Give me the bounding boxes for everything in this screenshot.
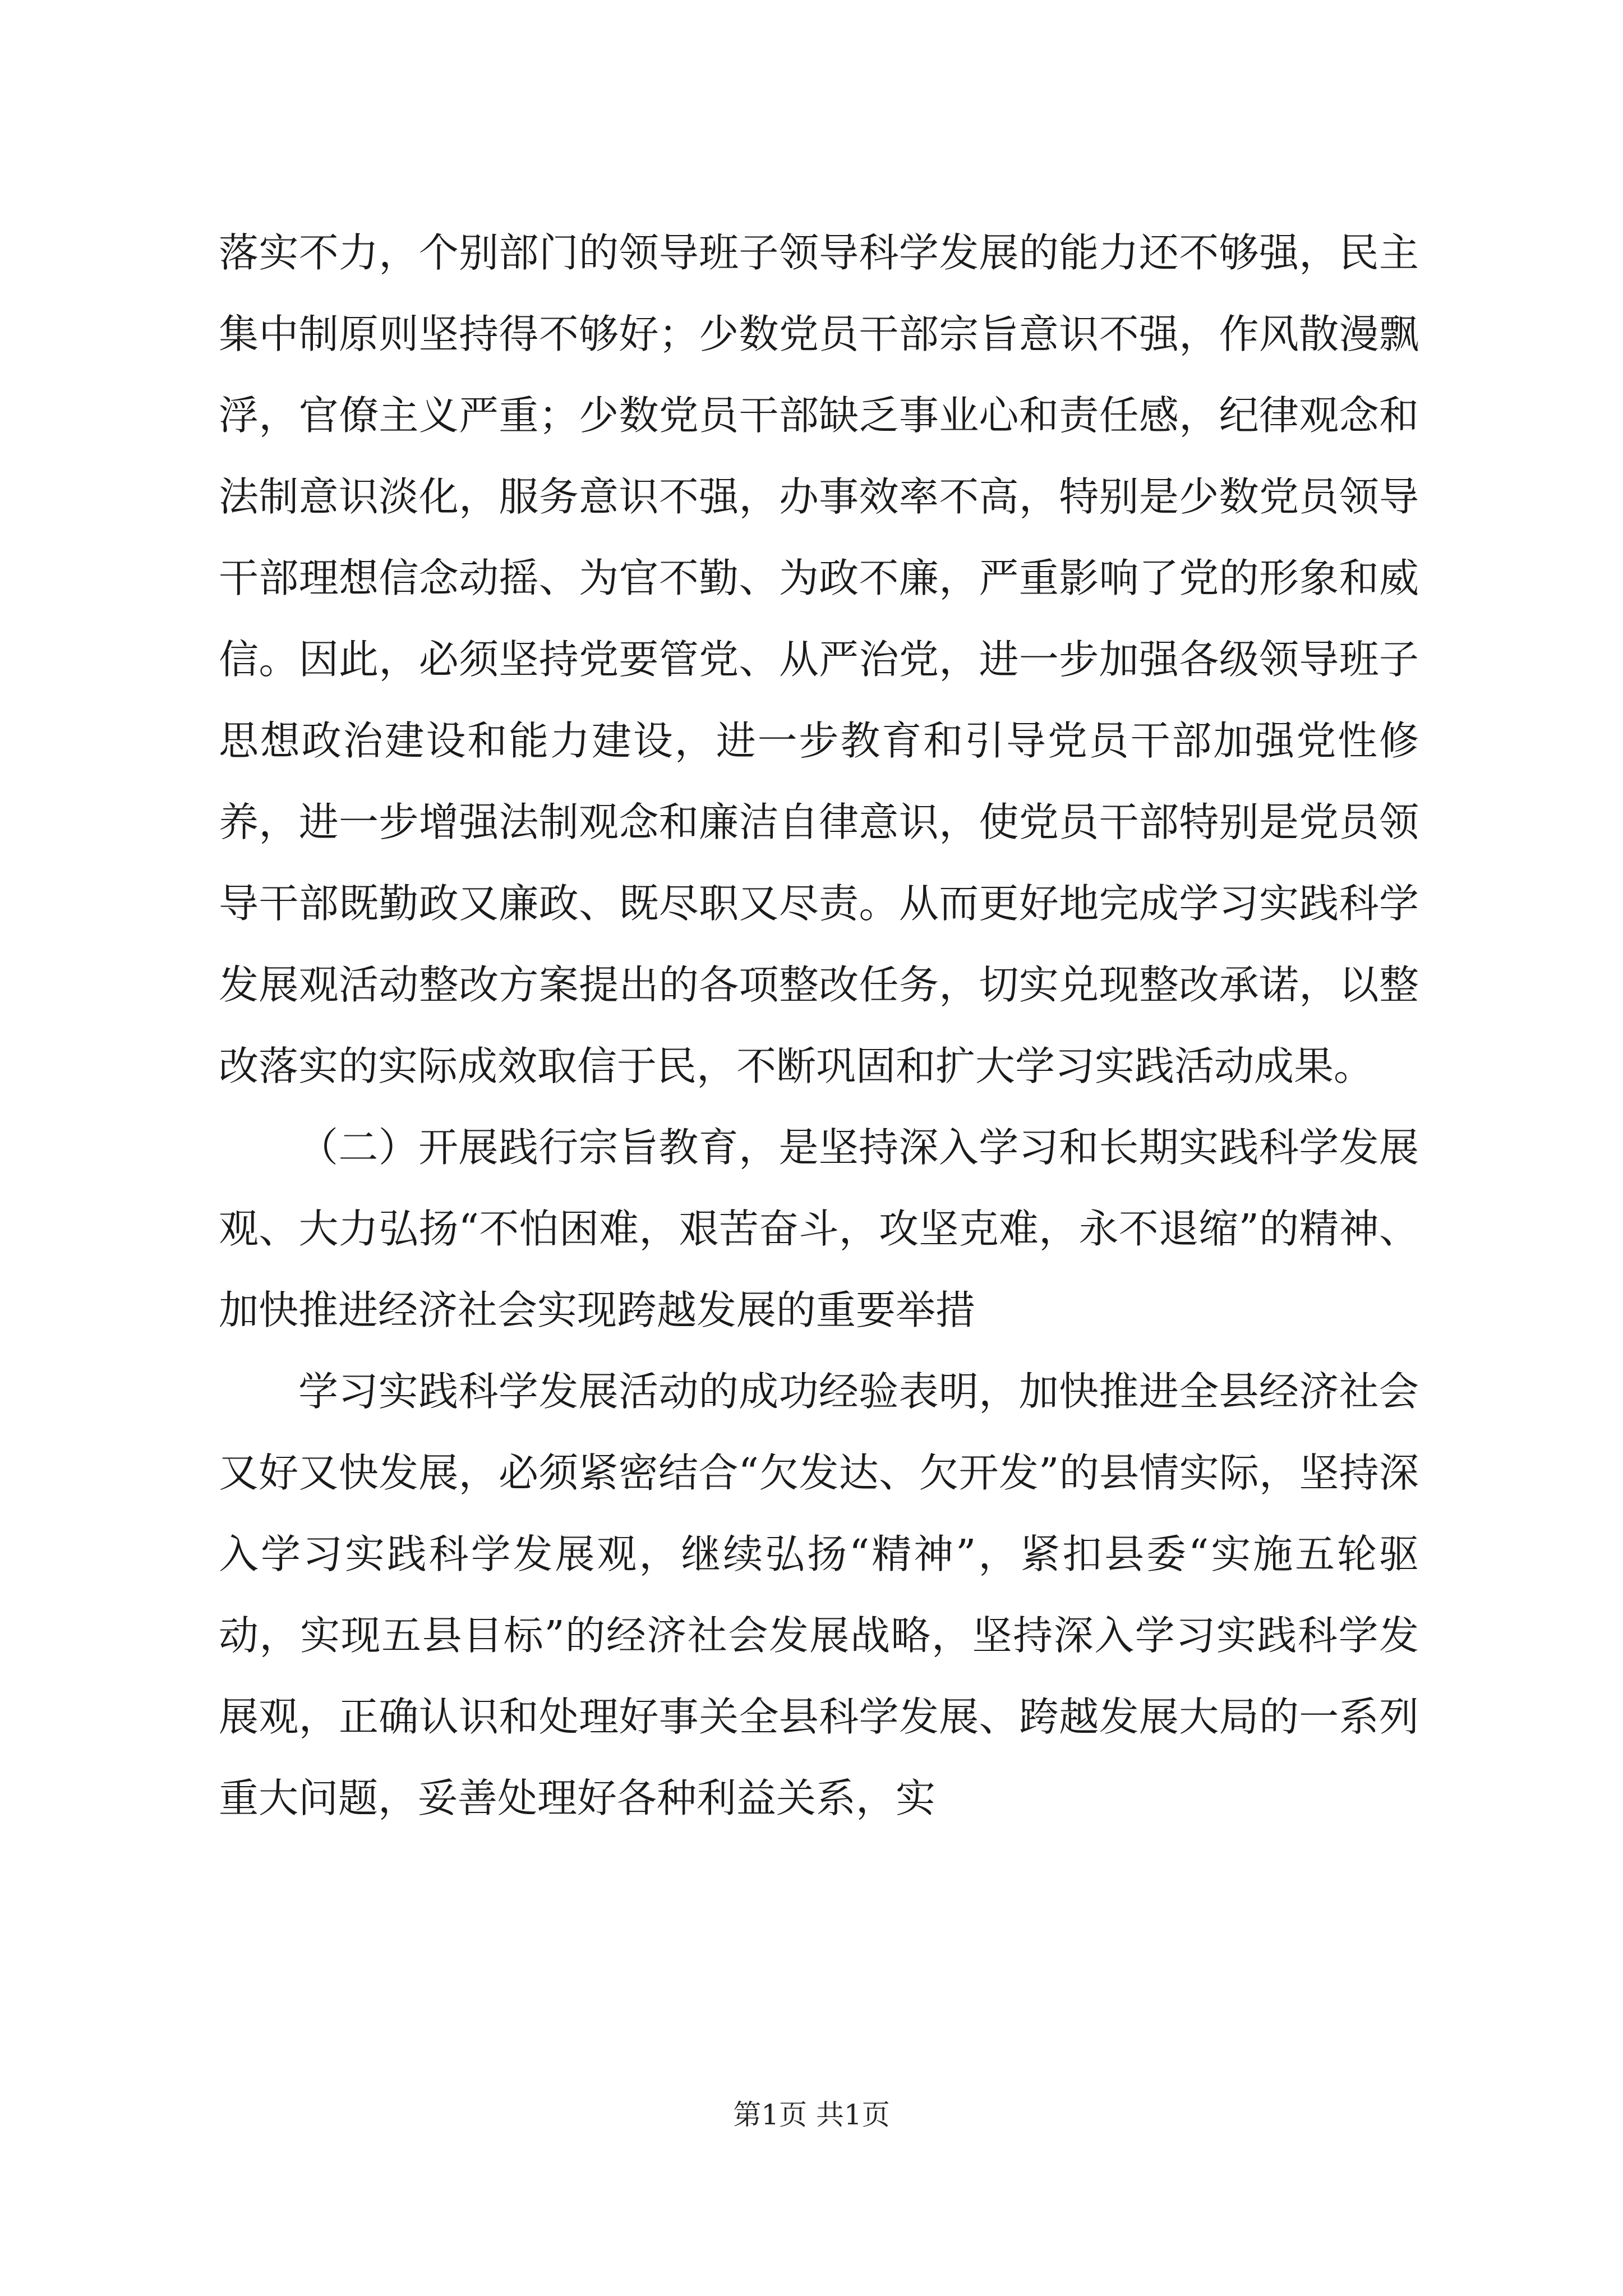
page-footer: 第1页 共1页 bbox=[733, 2099, 890, 2131]
paragraph-continuation: 落实不力，个别部门的领导班子领导科学发展的能力还不够强，民主集中制原则坚持得不够好；少数党员干部宗旨意识不强，作风散漫飘浮，官僚主义严重；少数党员干部缺乏事业心和责任感，纪律观念和法制意识淡化，服务意识不强，办事效率不高，特别是少数党员领导干部理想信念动摇、为官不勤、为政不廉，严重影响了党的形象和威信。因此，必须坚持党要管党、从严治党，进一步加强各级领导班子思想政治建设和能力建设，进一步教育和引导党员干部加强党性修养，进一步增强法制观念和廉洁自律意识，使党员干部特别是党员领导干部既勤政又廉政、既尽职又尽责。从而更好地完成学习实践科学发展观活动整改方案提出的各项整改任务，切实兑现整改承诺，以整改落实的实际成效取信于民，不断巩固和扩大学习实践活动成果。 bbox=[219, 229, 1419, 1089]
section-heading-two: （二）开展践行宗旨教育，是坚持深入学习和长期实践科学发展观、大力弘扬“不怕困难，艰苦奋斗，攻坚克难，永不退缩”的精神、加快推进经济社会实现跨越发展的重要举措 bbox=[219, 1124, 1419, 1333]
document-body bbox=[219, 212, 1419, 1839]
paragraph-body: 学习实践科学发展活动的成功经验表明，加快推进全县经济社会又好又快发展，必须紧密结合“欠发达、欠开发”的县情实际，坚持深入学习实践科学发展观，继续弘扬“精神”，紧扣县委“实施五轮驱动，实现五县目标”的经济社会发展战略，坚持深入学习实践科学发展观，正确认识和处理好事关全县科学发展、跨越发展大局的一系列重大问题，妥善处理好各种利益关系，实 bbox=[219, 1368, 1419, 1821]
